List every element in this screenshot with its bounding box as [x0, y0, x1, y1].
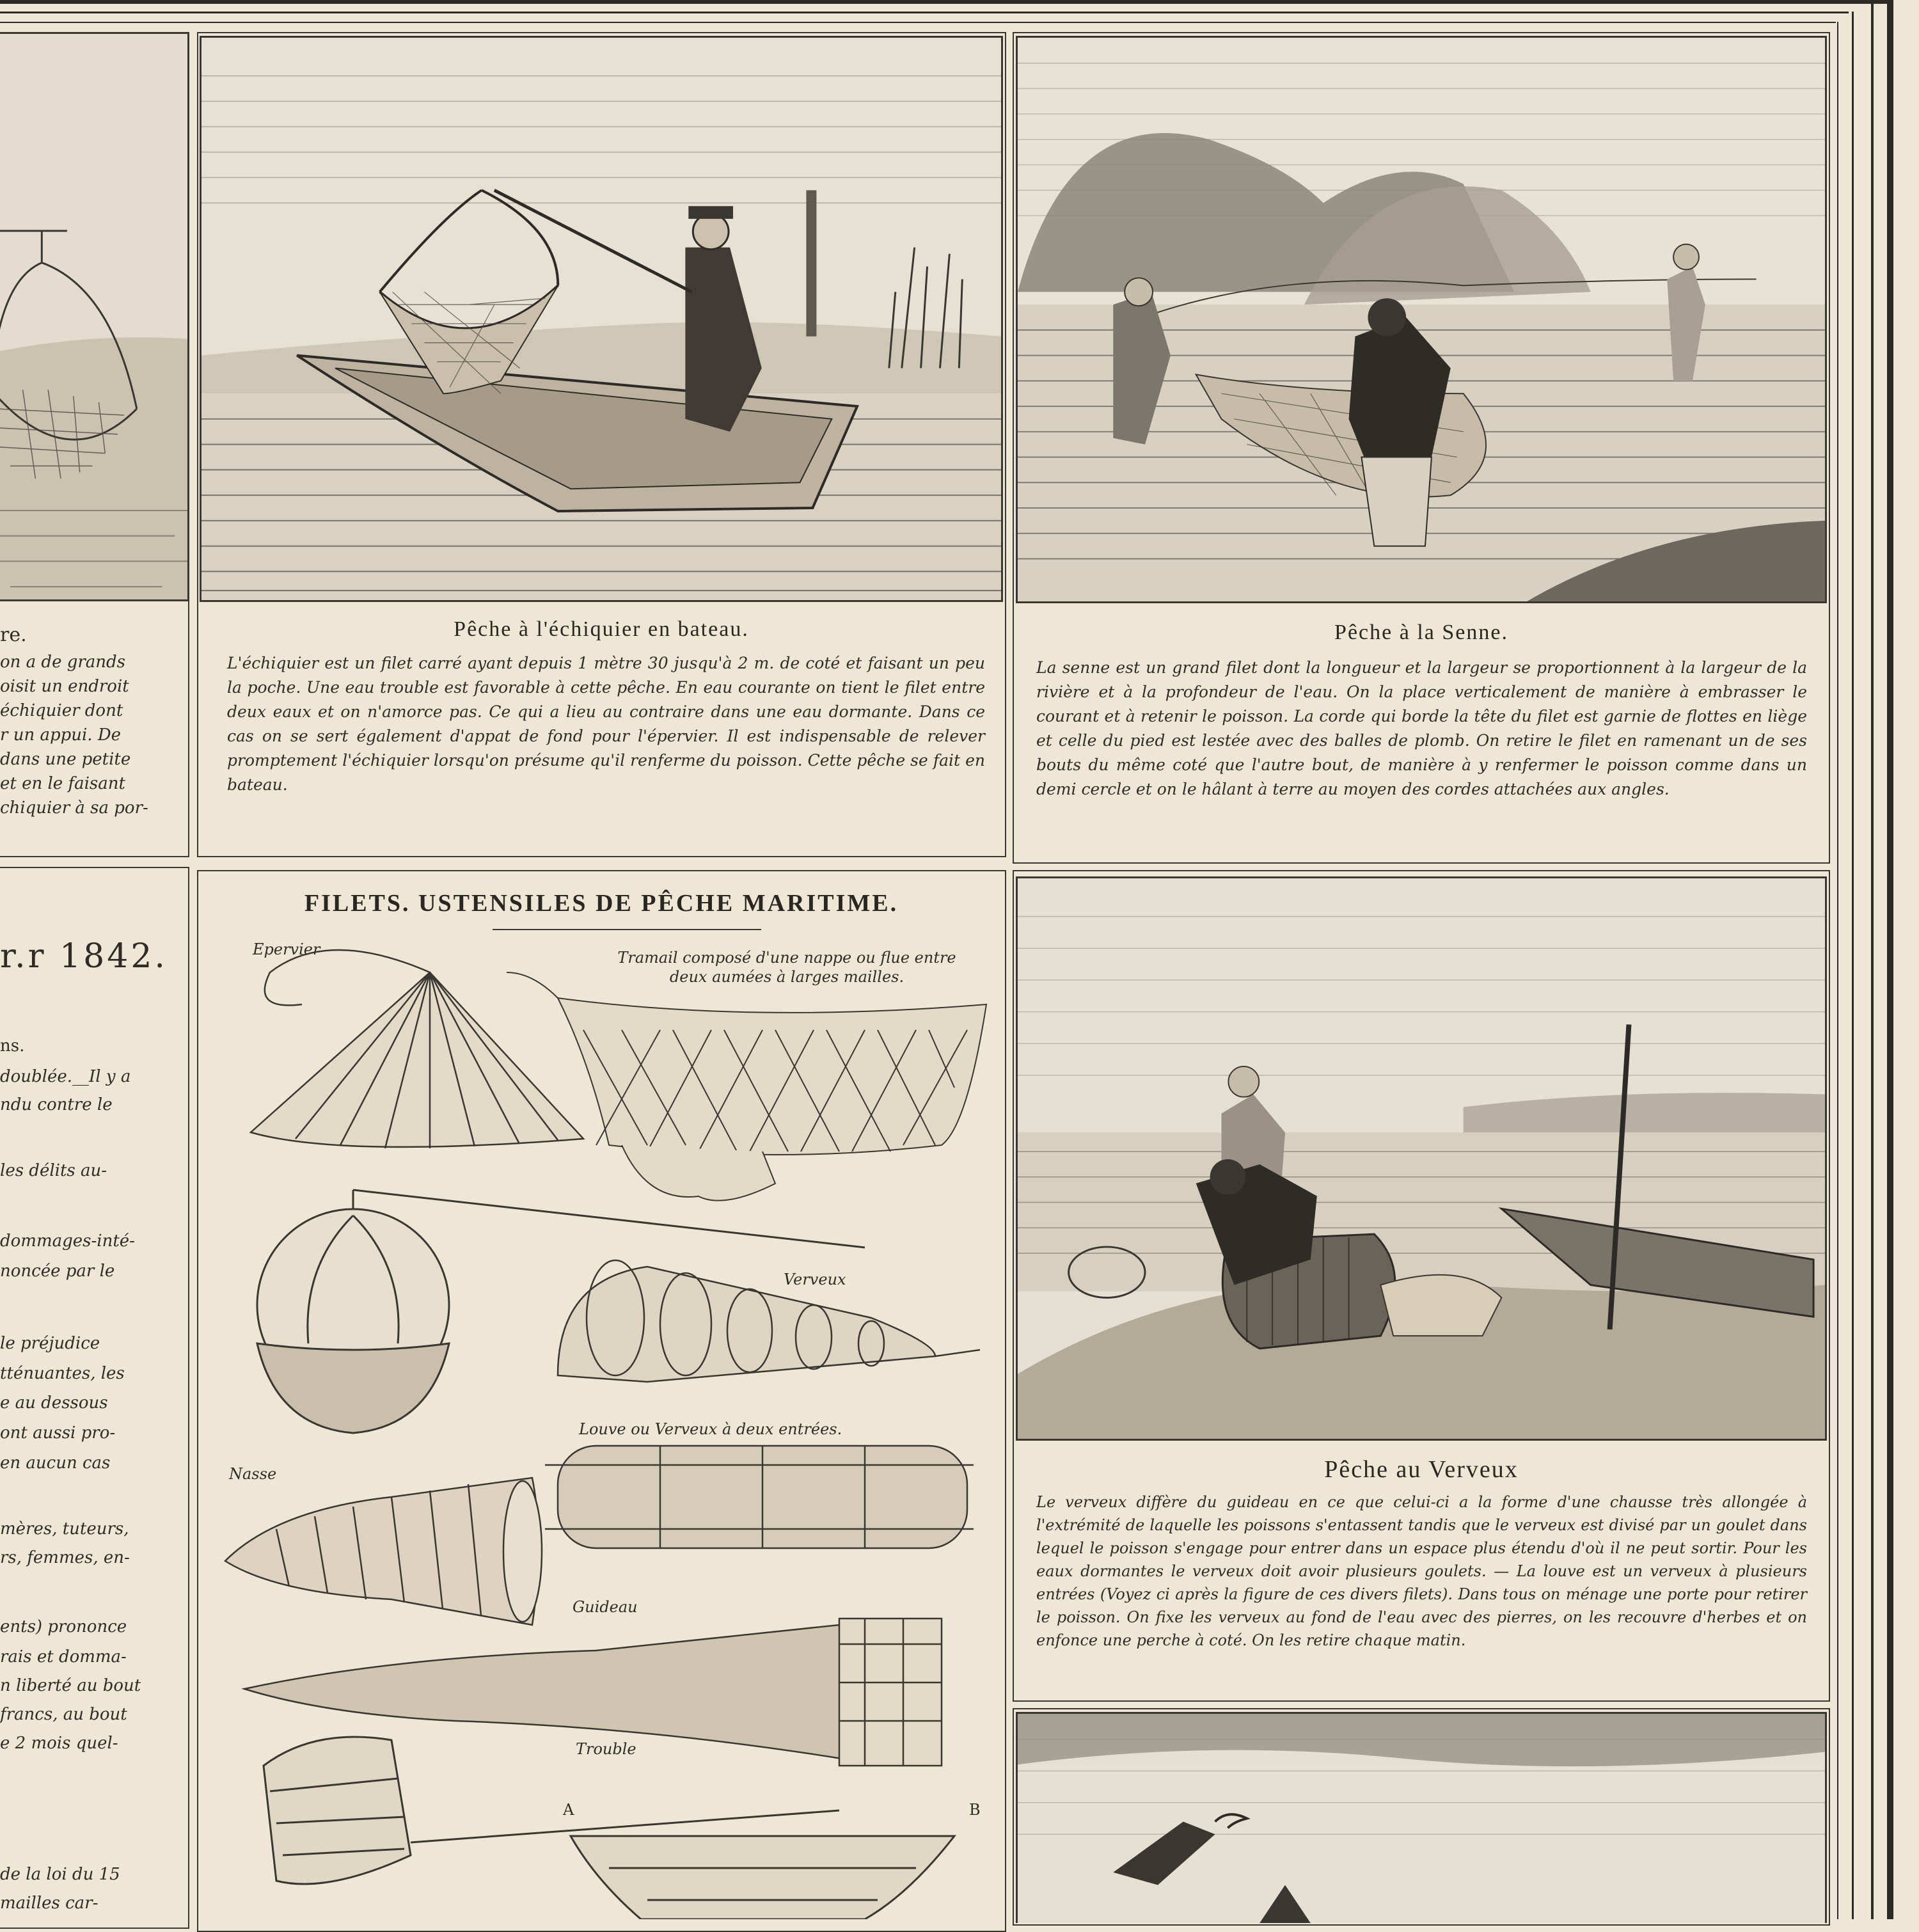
- title-senne: Pêche à la Senne.: [1334, 621, 1508, 644]
- verveux-net: [558, 1260, 980, 1382]
- date-heading: r.r 1842.: [0, 937, 168, 976]
- law-fragment-10: en aucun cas: [0, 1453, 111, 1473]
- frame-right-inner: [1852, 12, 1854, 1919]
- title-verveux: Pêche au Verveux: [1324, 1456, 1519, 1483]
- filets-illustrations: [200, 934, 1003, 1919]
- engraving-bottom-right: [1016, 1712, 1827, 1923]
- left-fragment-7: chiquier à sa por-: [0, 798, 148, 818]
- law-fragment-5: noncée par le: [0, 1262, 115, 1281]
- law-fragment-16: francs, au bout: [0, 1705, 127, 1724]
- body-verveux: Le verveux diffère du guideau en ce que celui-ci a la forme d'une chausse très allongée à l'extrémité de laquelle les poissons s'entassent tandis que le verveux est divisé par un goulet dans lequel le poisson s'engage pour entrer dans un espace plus étendu d'où il ne peut sortir. Pour les eaux dormantes le verveux doit avoir plusieurs goulets. — La louve est un verveux à plusieurs entrées (Voyez ci après la figure de ces divers filets). Dans tous on ménage une porte pour retirer le poisson. On fixe les verveux au fond de l'eau avec des pierres, on les recouvre d'herbes et on enfonce une perche à coté. On les retire chaque matin.: [1036, 1493, 1807, 1649]
- title-filets-underline: [493, 929, 761, 930]
- label-trouble: Trouble: [576, 1740, 636, 1758]
- left-engraving-carrelet: [0, 32, 189, 601]
- law-fragment-7: tténuantes, les: [0, 1364, 125, 1383]
- law-fragment-0: ns.: [0, 1036, 25, 1056]
- frame-right-outer: [1887, 0, 1893, 1919]
- label-a: A: [563, 1801, 574, 1819]
- frame-top-inner: [0, 12, 1849, 13]
- label-guideau: Guideau: [573, 1598, 638, 1616]
- body-senne: La senne est un grand filet dont la longueur et la largeur se proportionnent à la largeur de la rivière et à la profondeur de l'eau. On la place verticalement de manière à embrasser le courant et à retenir le poisson. La corde qui borde la tête du filet est garnie de flottes en liège et celle du pied est lestée avec des balles de plomb. On retire le filet en ramenant un de ses bouts du même coté que l'autre bout, de manière à y renfermer le poisson comme dans un demi cercle et on le hâlant à terre au moyen des cordes attachées aux angles.: [1036, 658, 1807, 798]
- left-fragment-6: et en le faisant: [0, 774, 125, 793]
- title-echiquier-bateau: Pêche à l'échiquier en bateau.: [454, 617, 749, 641]
- frame-top-outer: [0, 0, 1893, 4]
- law-fragment-3: les délits au-: [0, 1161, 107, 1180]
- label-louve: Louve ou Verveux à deux entrées.: [579, 1420, 842, 1438]
- frame-right-inner2: [1837, 22, 1838, 1919]
- label-epervier: Epervier: [253, 940, 320, 958]
- law-fragment-14: rais et domma-: [0, 1647, 127, 1667]
- engraving-senne: [1016, 36, 1827, 603]
- law-fragment-1: doublée.__Il y a: [0, 1067, 131, 1086]
- label-b: B: [969, 1801, 981, 1819]
- law-fragment-18: de la loi du 15: [0, 1865, 120, 1884]
- law-fragment-13: ents) prononce: [0, 1617, 127, 1636]
- law-fragment-11: mères, tuteurs,: [0, 1519, 129, 1539]
- label-nasse: Nasse: [229, 1465, 277, 1483]
- body-echiquier-bateau: L'échiquier est un filet carré ayant depuis 1 mètre 30 jusqu'à 2 m. de coté et faisant un peu la poche. Une eau trouble est favorable à cette pêche. En eau courante on tient le filet entre deux eaux et on n'amorce pas. Ce qui a lieu au contraire dans une eau dormante. Dans ce cas on se sert également d'appat de fond pour l'épervier. Il est indispensable de relever promptement l'échiquier lorsqu'on présume qu'il renferme du poisson. Cette pêche se fait en bateau.: [227, 654, 985, 794]
- law-fragment-9: ont aussi pro-: [0, 1423, 116, 1443]
- law-fragment-6: le préjudice: [0, 1334, 100, 1353]
- left-fragment-3: échiquier dont: [0, 701, 123, 720]
- law-fragment-8: e au dessous: [0, 1393, 108, 1413]
- law-fragment-15: n liberté au bout: [0, 1676, 141, 1695]
- law-fragment-4: dommages-inté-: [0, 1231, 135, 1251]
- engraving-verveux: [1016, 876, 1827, 1441]
- title-filets: FILETS. USTENSILES DE PÊCHE MARITIME.: [304, 890, 899, 917]
- left-fragment-4: r un appui. De: [0, 725, 122, 745]
- law-fragment-2: ndu contre le: [0, 1095, 113, 1114]
- label-verveux: Verveux: [784, 1271, 846, 1288]
- label-tramail: Tramail composé d'une nappe ou flue entre deux aumées à larges mailles.: [617, 949, 956, 986]
- left-fragment-1: on a de grands: [0, 653, 126, 672]
- louve-net: [545, 1446, 974, 1548]
- left-fragment-2: oisit un endroit: [0, 677, 129, 696]
- law-fragment-19: mailles car-: [0, 1894, 99, 1913]
- law-fragment-12: rs, femmes, en-: [0, 1548, 130, 1567]
- left-fragment-5: dans une petite: [0, 750, 131, 769]
- nasse-trap: [225, 1478, 542, 1625]
- tramail-net: [507, 972, 986, 1201]
- engraving-echiquier-bateau: [200, 36, 1003, 602]
- frame-top-inner2: [0, 22, 1836, 23]
- law-fragment-17: e 2 mois quel-: [0, 1734, 118, 1753]
- left-fragment-0: re.: [0, 624, 27, 646]
- frame-right-mid: [1871, 0, 1874, 1919]
